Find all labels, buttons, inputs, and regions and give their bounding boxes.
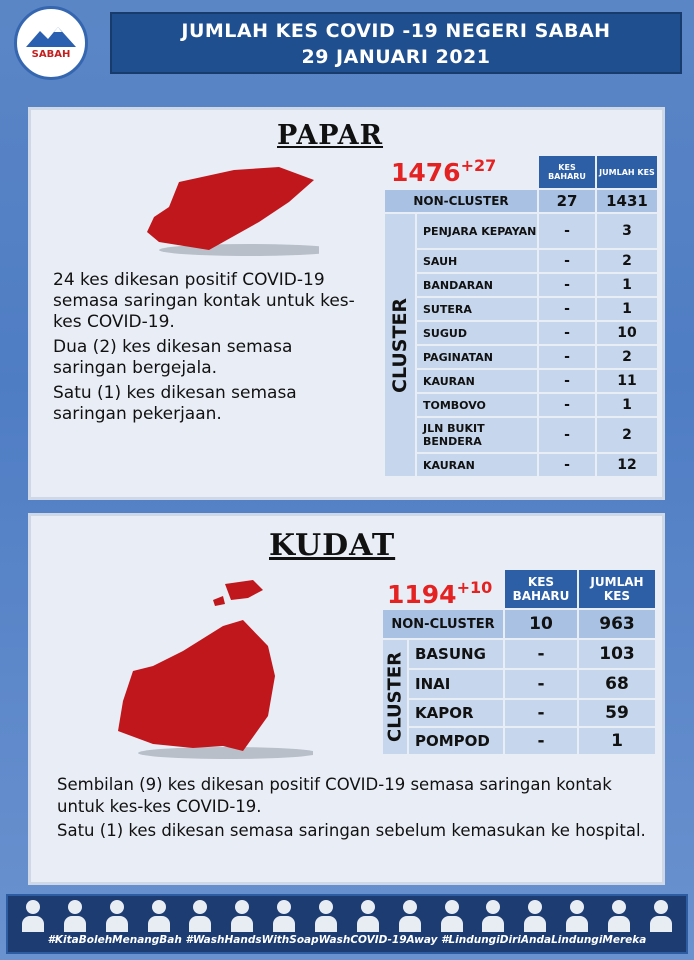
cluster-new: - xyxy=(538,345,596,369)
person-icon xyxy=(64,900,86,932)
cluster-name: KAURAN xyxy=(416,453,538,477)
hashtags: #KitaBolehMenangBah #WashHandsWithSoapWashCOVID-19Away #LindungiDiriAndaLindungiMereka xyxy=(47,934,647,946)
papar-total-value: 1476 xyxy=(391,158,461,187)
cluster-name: PENJARA KEPAYAN xyxy=(416,213,538,249)
kudat-table xyxy=(381,568,657,756)
cluster-name: BASUNG xyxy=(408,639,504,669)
cluster-name: PAGINATAN xyxy=(416,345,538,369)
non-cluster-label: NON-CLUSTER xyxy=(382,609,504,639)
cluster-name: SAUH xyxy=(416,249,538,273)
person-icon xyxy=(273,900,295,932)
papar-text-2: Dua (2) kes dikesan semasa saringan bergejala. xyxy=(53,337,293,378)
person-icon xyxy=(566,900,588,932)
col-header-total: JUMLAH KES xyxy=(578,569,656,609)
cluster-name: BANDARAN xyxy=(416,273,538,297)
cluster-total: 103 xyxy=(578,639,656,669)
cluster-label: CLUSTER xyxy=(384,213,416,477)
col-header-new: KES BAHARU xyxy=(538,155,596,189)
cluster-new: - xyxy=(538,213,596,249)
person-icon xyxy=(608,900,630,932)
person-icon xyxy=(22,900,44,932)
cluster-new: - xyxy=(504,699,578,727)
cluster-new: - xyxy=(504,669,578,699)
non-cluster-total: 963 xyxy=(578,609,656,639)
cluster-total: 2 xyxy=(596,249,658,273)
title-line-1: JUMLAH KES COVID -19 NEGERI SABAH xyxy=(181,20,611,42)
cluster-new: - xyxy=(504,639,578,669)
cluster-total: 1 xyxy=(596,273,658,297)
cluster-name: JLN BUKIT BENDERA xyxy=(416,417,538,453)
logo-text: SABAH xyxy=(31,48,71,60)
person-icon xyxy=(482,900,504,932)
person-icon xyxy=(189,900,211,932)
col-header-new: KES BAHARU xyxy=(504,569,578,609)
person-icon xyxy=(231,900,253,932)
cluster-new: - xyxy=(504,727,578,755)
cluster-total: 10 xyxy=(596,321,658,345)
papar-text-1: 24 kes dikesan positif COVID-19 semasa saringan kontak untuk kes-kes COVID-19. xyxy=(53,270,355,332)
cluster-name: POMPOD xyxy=(408,727,504,755)
cluster-total: 2 xyxy=(596,417,658,453)
cluster-total: 59 xyxy=(578,699,656,727)
cluster-total: 12 xyxy=(596,453,658,477)
person-icon xyxy=(399,900,421,932)
cluster-total: 1 xyxy=(596,297,658,321)
papar-text-3: Satu (1) kes dikesan semasa saringan pekerjaan. xyxy=(53,383,297,424)
page-title xyxy=(110,12,682,74)
cluster-name: KAURAN xyxy=(416,369,538,393)
person-icon xyxy=(441,900,463,932)
person-icon xyxy=(650,900,672,932)
papar-table xyxy=(383,154,659,478)
cluster-name: KAPOR xyxy=(408,699,504,727)
cluster-total: 2 xyxy=(596,345,658,369)
cluster-total: 1 xyxy=(596,393,658,417)
sabah-logo xyxy=(14,6,88,80)
col-header-total: JUMLAH KES xyxy=(596,155,658,189)
cluster-new: - xyxy=(538,417,596,453)
footer-banner xyxy=(6,894,688,954)
cluster-name: TOMBOVO xyxy=(416,393,538,417)
title-line-2: 29 JANUARI 2021 xyxy=(301,46,491,68)
cluster-new: - xyxy=(538,369,596,393)
cluster-name: INAI xyxy=(408,669,504,699)
cluster-new: - xyxy=(538,273,596,297)
cluster-new: - xyxy=(538,249,596,273)
mountain-icon xyxy=(26,27,76,47)
cluster-label: CLUSTER xyxy=(382,639,408,755)
non-cluster-new: 27 xyxy=(538,189,596,213)
cluster-new: - xyxy=(538,393,596,417)
non-cluster-new: 10 xyxy=(504,609,578,639)
cluster-name: SUGUD xyxy=(416,321,538,345)
papar-map-icon xyxy=(139,162,319,257)
person-icon xyxy=(106,900,128,932)
cluster-new: - xyxy=(538,297,596,321)
district-title-kudat: KUDAT xyxy=(269,528,396,563)
kudat-panel xyxy=(28,513,665,885)
kudat-text-1: Sembilan (9) kes dikesan positif COVID-19 semasa saringan kontak untuk kes-kes COVID-19. xyxy=(57,775,612,816)
non-cluster-total: 1431 xyxy=(596,189,658,213)
person-icon xyxy=(148,900,170,932)
papar-new-value: +27 xyxy=(460,156,497,175)
papar-description xyxy=(53,270,363,425)
cluster-total: 3 xyxy=(596,213,658,249)
kudat-text-2: Satu (1) kes dikesan semasa saringan sebelum kemasukan ke hospital. xyxy=(57,821,646,840)
frontliner-icons xyxy=(22,900,672,932)
non-cluster-label: NON-CLUSTER xyxy=(384,189,538,213)
kudat-total-value: 1194 xyxy=(387,580,457,609)
papar-panel xyxy=(28,107,665,500)
cluster-total: 68 xyxy=(578,669,656,699)
kudat-map-icon xyxy=(113,576,313,761)
cluster-total: 11 xyxy=(596,369,658,393)
cluster-total: 1 xyxy=(578,727,656,755)
cluster-name: SUTERA xyxy=(416,297,538,321)
cluster-new: - xyxy=(538,321,596,345)
kudat-new-value: +10 xyxy=(456,578,493,597)
person-icon xyxy=(315,900,337,932)
district-title-papar: PAPAR xyxy=(277,120,384,151)
cluster-new: - xyxy=(538,453,596,477)
person-icon xyxy=(524,900,546,932)
kudat-description xyxy=(57,774,657,842)
person-icon xyxy=(357,900,379,932)
